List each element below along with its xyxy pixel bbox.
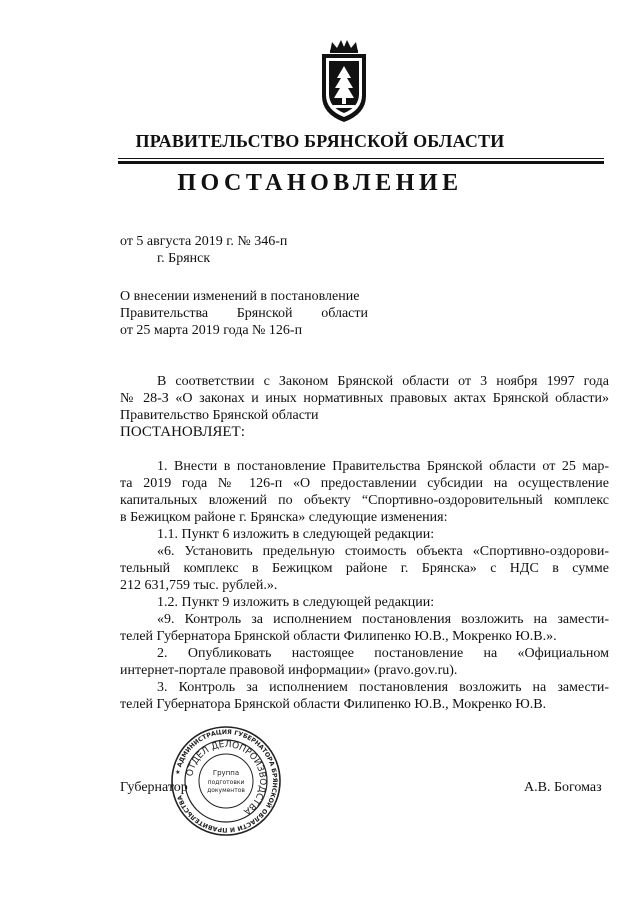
paragraph-1-2-quote-line-2: телей Губернатора Брянской области Филипенко Ю.В., Мокренко Ю.В.». [120,629,557,644]
preamble-line-2: № 28-З «О законах и иных нормативных правовых актах Брянской области» [120,391,609,406]
signatory-position: Губернатор [120,780,188,795]
svg-text:подготовки: подготовки [207,779,245,786]
subject-line-1: О внесении изменений в постановление [120,289,360,304]
paragraph-2-line-2: интернет-портале правовой информации» (pravo.gov.ru). [120,663,458,678]
paragraph-3-line-2: телей Губернатора Брянской области Филипенко Ю.В., Мокренко Ю.В. [120,697,547,712]
official-stamp-icon [170,725,282,837]
preamble-line-3: Правительство Брянской области [120,408,319,423]
paragraph-1-1-quote-line-3: 212 631,759 тыс. рублей.». [120,578,278,593]
paragraph-1-1-quote-line-2: тельный комплекс в Бежицком районе г. Брянска» с НДС в сумме [120,561,609,576]
city: г. Брянск [157,251,211,266]
paragraph-1-1-quote-line-1: «6. Установить предельную стоимость объекта «Спортивно-оздорови- [157,544,609,559]
header-rule-thick [118,161,604,164]
svg-text:ОТДЕЛ ДЕЛОПРОИЗВОДСТВА: ОТДЕЛ ДЕЛОПРОИЗВОДСТВА [185,739,268,817]
subject-line-2: Правительства Брянской области [120,306,368,321]
paragraph-3-line-1: 3. Контроль за исполнением постановления возложить на замести- [157,680,609,695]
subject-line-3: от 25 марта 2019 года № 126-п [120,323,303,338]
svg-text:★ АДМИНИСТРАЦИЯ ГУБЕРНАТОРА БР: ★ АДМИНИСТРАЦИЯ ГУБЕРНАТОРА БРЯНСКОЙ ОБЛАСТИ И ПРАВИТЕЛЬСТВА [174,728,279,834]
coat-of-arms-icon [318,38,370,124]
paragraph-1-2: 1.2. Пункт 9 изложить в следующей редакции: [157,595,435,610]
date-number: от 5 августа 2019 г. № 346-п [120,234,288,249]
resolves-heading: ПОСТАНОВЛЯЕТ: [120,424,245,440]
paragraph-1-line-2: та 2019 года № 126-п «О предоставлении субсидии на осуществление [120,476,609,491]
svg-text:Группа: Группа [212,769,240,777]
paragraph-2-line-1: 2. Опубликовать настоящее постановление на «Официальном [157,646,609,661]
org-title: ПРАВИТЕЛЬСТВО БРЯНСКОЙ ОБЛАСТИ [135,131,505,151]
paragraph-1-line-4: в Бежицком районе г. Брянска» следующие изменения: [120,510,448,525]
header-rule-thin [118,158,604,159]
preamble-line-1: В соответствии с Законом Брянской области от 3 ноября 1997 года [157,374,609,389]
paragraph-1-1: 1.1. Пункт 6 изложить в следующей редакции: [157,527,435,542]
paragraph-1-2-quote-line-1: «9. Контроль за исполнением постановления возложить на замести- [157,612,609,627]
svg-text:документов: документов [207,787,245,794]
document-type-title: ПОСТАНОВЛЕНИЕ [177,170,463,196]
paragraph-1-line-1: 1. Внести в постановление Правительства Брянской области от 25 мар- [157,459,609,474]
paragraph-1-line-3: капитальных вложений по объекту “Спортивно-оздоровительный комплекс [120,493,609,508]
signatory-name: А.В. Богомаз [524,780,602,795]
